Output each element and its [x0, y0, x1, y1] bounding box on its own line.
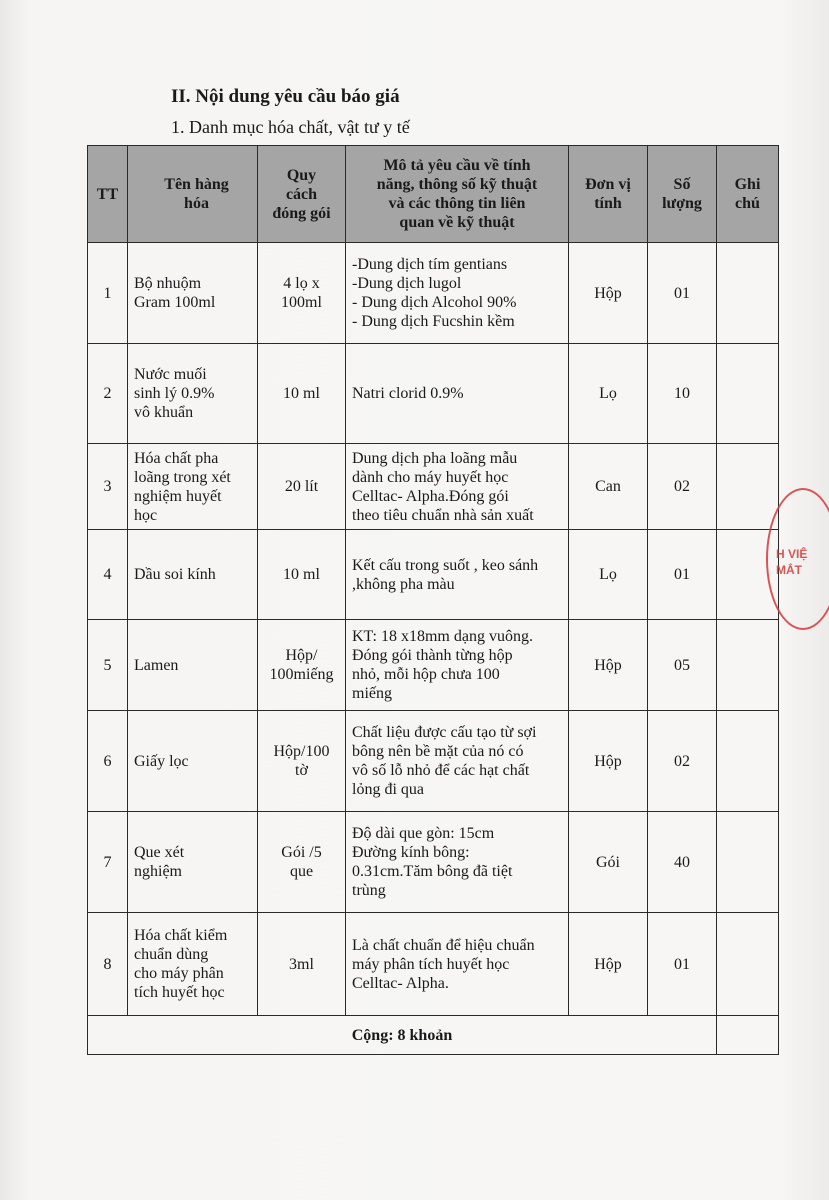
cell-pack: 20 lít	[258, 444, 346, 530]
table-row	[88, 530, 779, 620]
total-note-cell	[717, 1016, 779, 1055]
cell-unit: Hộp	[569, 243, 648, 344]
cell-pack: Hộp/ 100miếng	[258, 620, 346, 711]
cell-tt: 3	[88, 444, 128, 530]
header-desc: Mô tả yêu cầu về tính năng, thông số kỹ thuật và các thông tin liên quan về kỹ thuật	[346, 146, 569, 243]
cell-desc: -Dung dịch tím gentians -Dung dịch lugol - Dung dịch Alcohol 90% - Dung dịch Fucshin kềm	[346, 243, 569, 344]
cell-desc: Là chất chuẩn để hiệu chuẩn máy phân tích huyết học Celltac- Alpha.	[346, 913, 569, 1016]
header-pack: Quy cách đóng gói	[258, 146, 346, 243]
cell-pack: 4 lọ x 100ml	[258, 243, 346, 344]
cell-name: Nước muối sinh lý 0.9% vô khuẩn	[128, 344, 258, 444]
cell-qty: 02	[648, 711, 717, 812]
cell-name: Lamen	[128, 620, 258, 711]
cell-name: Dầu soi kính	[128, 530, 258, 620]
cell-desc: Độ dài que gòn: 15cm Đường kính bông: 0.31cm.Tăm bông đã tiệt trùng	[346, 812, 569, 913]
cell-unit: Hộp	[569, 913, 648, 1016]
cell-pack: 10 ml	[258, 530, 346, 620]
cell-desc: Kết cấu trong suốt , keo sánh ,không pha màu	[346, 530, 569, 620]
cell-unit: Hộp	[569, 711, 648, 812]
cell-tt: 1	[88, 243, 128, 344]
cell-desc: Chất liệu được cấu tạo từ sợi bông nên bề mặt của nó có vô số lỗ nhỏ để các hạt chất lỏng đi qua	[346, 711, 569, 812]
cell-unit: Gói	[569, 812, 648, 913]
header-qty: Số lượng	[648, 146, 717, 243]
cell-unit: Hộp	[569, 620, 648, 711]
cell-desc: Dung dịch pha loãng mẫu dành cho máy huyết học Celltac- Alpha.Đóng gói theo tiêu chuẩn nhà sản xuất	[346, 444, 569, 530]
header-name: Tên hàng hóa	[128, 146, 258, 243]
cell-pack: Gói /5 que	[258, 812, 346, 913]
cell-unit: Can	[569, 444, 648, 530]
cell-tt: 4	[88, 530, 128, 620]
cell-name: Hóa chất pha loãng trong xét nghiệm huyết học	[128, 444, 258, 530]
cell-qty: 01	[648, 530, 717, 620]
cell-tt: 2	[88, 344, 128, 444]
table-row	[88, 444, 779, 530]
cell-unit: Lọ	[569, 530, 648, 620]
table-header-row	[88, 146, 779, 243]
cell-name: Bộ nhuộm Gram 100ml	[128, 243, 258, 344]
cell-desc: KT: 18 x18mm dạng vuông. Đóng gói thành từng hộp nhỏ, mỗi hộp chưa 100 miếng	[346, 620, 569, 711]
cell-note	[717, 243, 779, 344]
header-tt: TT	[88, 146, 128, 243]
cell-pack: 10 ml	[258, 344, 346, 444]
stamp-text-line-1: H VIỆ	[776, 547, 808, 561]
cell-qty: 05	[648, 620, 717, 711]
cell-unit: Lọ	[569, 344, 648, 444]
header-unit: Đơn vị tính	[569, 146, 648, 243]
section-title: II. Nội dung yêu cầu báo giá	[171, 86, 400, 107]
table-total-row	[88, 1016, 779, 1055]
items-table	[87, 145, 779, 1055]
cell-note	[717, 913, 779, 1016]
stamp-text-line-2: MẮT	[776, 563, 802, 577]
subsection-title: 1. Danh mục hóa chất, vật tư y tế	[171, 117, 410, 137]
cell-tt: 6	[88, 711, 128, 812]
cell-name: Que xét nghiệm	[128, 812, 258, 913]
table-row	[88, 812, 779, 913]
cell-tt: 7	[88, 812, 128, 913]
cell-note	[717, 812, 779, 913]
cell-qty: 01	[648, 243, 717, 344]
cell-qty: 02	[648, 444, 717, 530]
cell-name: Giấy lọc	[128, 711, 258, 812]
cell-pack: Hộp/100 tờ	[258, 711, 346, 812]
table-row	[88, 344, 779, 444]
table-row	[88, 711, 779, 812]
cell-name: Hóa chất kiểm chuẩn dùng cho máy phân tích huyết học	[128, 913, 258, 1016]
cell-tt: 8	[88, 913, 128, 1016]
table-row	[88, 620, 779, 711]
header-note: Ghi chú	[717, 146, 779, 243]
cell-qty: 40	[648, 812, 717, 913]
cell-tt: 5	[88, 620, 128, 711]
cell-pack: 3ml	[258, 913, 346, 1016]
total-label: Cộng: 8 khoản	[88, 1016, 717, 1055]
table-row	[88, 243, 779, 344]
cell-qty: 01	[648, 913, 717, 1016]
cell-desc: Natri clorid 0.9%	[346, 344, 569, 444]
cell-qty: 10	[648, 344, 717, 444]
cell-note	[717, 344, 779, 444]
cell-note	[717, 444, 779, 530]
cell-note	[717, 711, 779, 812]
table-row	[88, 913, 779, 1016]
cell-note	[717, 620, 779, 711]
